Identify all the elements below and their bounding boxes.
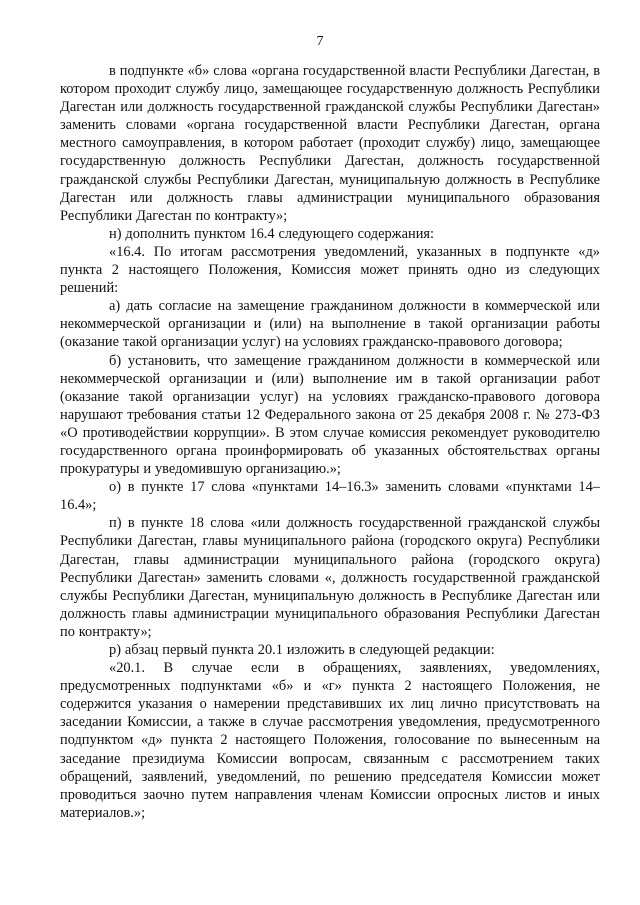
paragraph: о) в пункте 17 слова «пунктами 14–16.3» заменить словами «пунктами 14–16.4»; [60,479,600,514]
paragraph: в подпункте «б» слова «органа государственной власти Республики Дагестан, в котором проходит службу лицо, замещающее государственную должность Республики Дагестан или должность государственной гражданской службы Республики Дагестан» заменить словами «органа государственной власти Республики Дагестан, органа местного самоуправления, в котором работает (проходит службу) лицо, замещающее государственную должность Республики Дагестан, должность государственной гражданской службы Республики Дагестан, муниципальную должность в Республике Дагестан или должность главы администрации муниципального образования Республики Дагестан по контракту»; [60,63,600,224]
paragraph: «20.1. В случае если в обращениях, заявлениях, уведомлениях, предусмотренных подпунктами «б» и «г» пункта 2 настоящего Положения, не содержится указания о намерении представивших их лиц лично присутствовать на заседании Комиссии, а также в случае рассмотрения уведомления, предусмотренного подпунктом «д» пункта 2 настоящего Положения, голосование по вынесенным на заседание президиума Комиссии вопросам, связанным с рассмотрением таких обращений, заявлений, уведомлений, по решению председателя Комиссии может проводиться заочно путем направления членам Комиссии опросных листов и иных материалов.»; [60,660,600,821]
page-number: 7 [316,34,324,49]
document-body [60,62,600,822]
paragraph: а) дать согласие на замещение гражданином должности в коммерческой или некоммерческой организации и (или) на выполнение в такой организации работы (оказание такой организации услуг) на условиях гражданско-правового договора; [60,298,600,351]
paragraph: б) установить, что замещение гражданином должности в коммерческой или некоммерческой организации и (или) выполнение им в такой организации работ (оказание такой организации услуг) на условиях гражданско-правового договора нарушают требования статьи 12 Федерального закона от 25 декабря 2008 г. № 273-ФЗ «О противодействии коррупции». В этом случае комиссия рекомендует руководителю государственного органа проинформировать об указанных обстоятельствах органы прокуратуры и уведомившую организацию.»; [60,352,600,478]
paragraph: р) абзац первый пункта 20.1 изложить в следующей редакции: [109,642,495,658]
paragraph: «16.4. По итогам рассмотрения уведомлений, указанных в подпункте «д» пункта 2 настоящего Положения, Комиссия может принять одно из следующих решений: [60,243,600,297]
paragraph: п) в пункте 18 слова «или должность государственной гражданской службы Республики Дагестан, главы муниципального района (городского округа) Республики Дагестан, главы администрации муниципального района (городского округа) Республики Дагестан» заменить словами «, должность государственной гражданской службы Республики Дагестан, муниципальную должность в Республике Дагестан или должность главы администрации муниципального образования Республики Дагестан по контракту»; [60,515,600,640]
paragraph: н) дополнить пунктом 16.4 следующего содержания: [109,225,435,242]
